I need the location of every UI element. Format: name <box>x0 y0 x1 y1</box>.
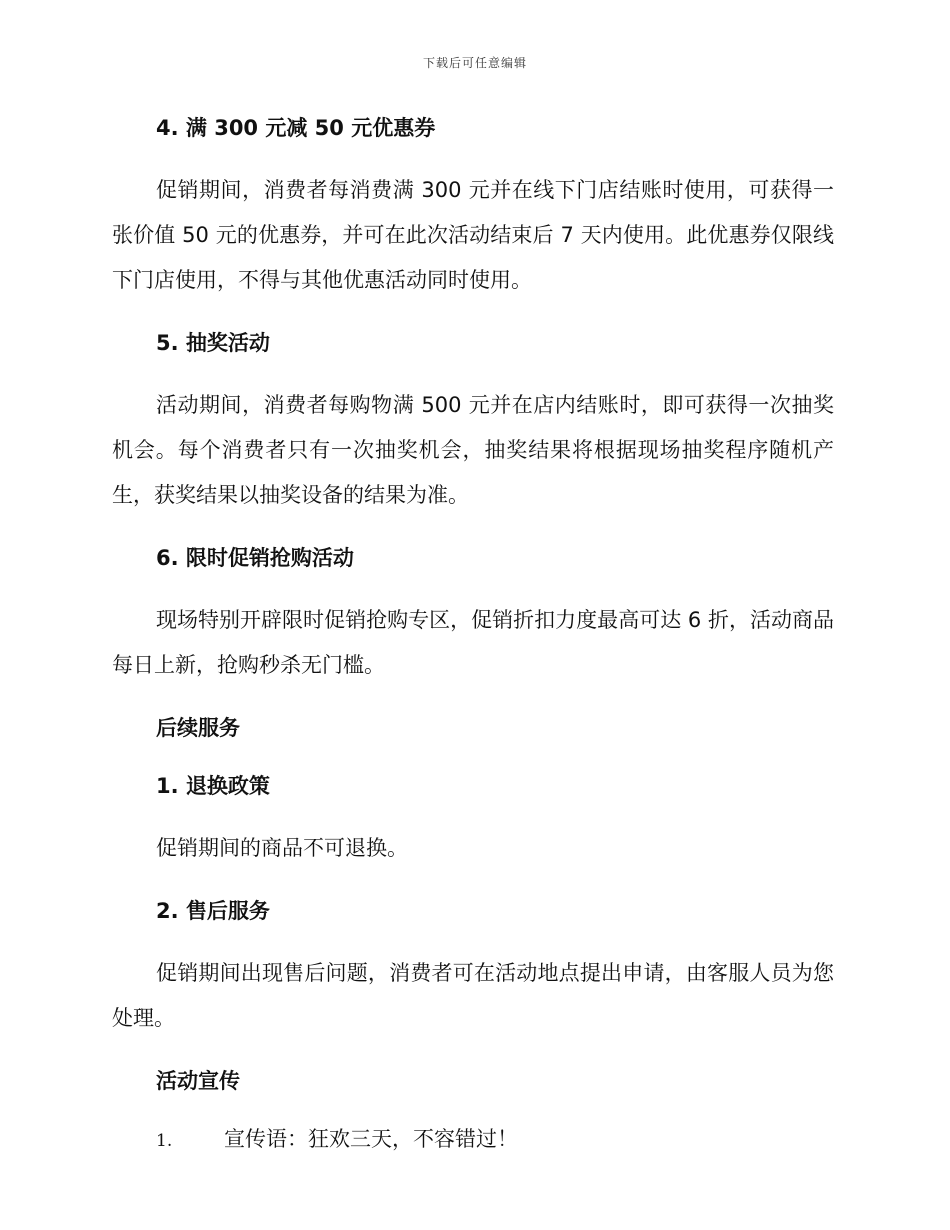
document-body <box>112 110 834 1159</box>
page-header: 下载后可任意编辑 <box>422 56 527 70</box>
paragraph-coupon: 促销期间，消费者每消费满 300 元并在线下门店结账时使用，可获得一张价值 50 元的优惠券，并可在此次活动结束后 7 天内使用。此优惠券仅限线下门店使用，不得与其他优惠活动同时使用。 <box>112 178 834 292</box>
section-heading-coupon: 4. 满 300 元减 50 元优惠券 <box>156 116 436 140</box>
section-heading-return-policy: 1. 退换政策 <box>156 774 270 798</box>
paragraph-return-policy: 促销期间的商品不可退换。 <box>156 836 408 860</box>
list-item-text: 宣传语：狂欢三天，不容错过！ <box>224 1127 518 1151</box>
section-heading-lottery: 5. 抽奖活动 <box>156 331 270 355</box>
section-heading-promotion: 活动宣传 <box>156 1069 240 1093</box>
section-heading-after-service: 后续服务 <box>156 716 240 740</box>
section-heading-after-sales: 2. 售后服务 <box>156 899 270 923</box>
paragraph-after-sales: 促销期间出现售后问题，消费者可在活动地点提出申请，由客服人员为您处理。 <box>112 961 834 1030</box>
paragraph-flash-sale: 现场特别开辟限时促销抢购专区，促销折扣力度最高可达 6 折，活动商品每日上新，抢购秒杀无门槛。 <box>112 608 834 677</box>
section-heading-flash-sale: 6. 限时促销抢购活动 <box>156 546 354 570</box>
list-item-number: 1. <box>156 1131 173 1151</box>
paragraph-lottery: 活动期间，消费者每购物满 500 元并在店内结账时，即可获得一次抽奖机会。每个消费者只有一次抽奖机会，抽奖结果将根据现场抽奖程序随机产生，获奖结果以抽奖设备的结果为准。 <box>112 393 834 507</box>
list-item <box>112 1121 834 1159</box>
